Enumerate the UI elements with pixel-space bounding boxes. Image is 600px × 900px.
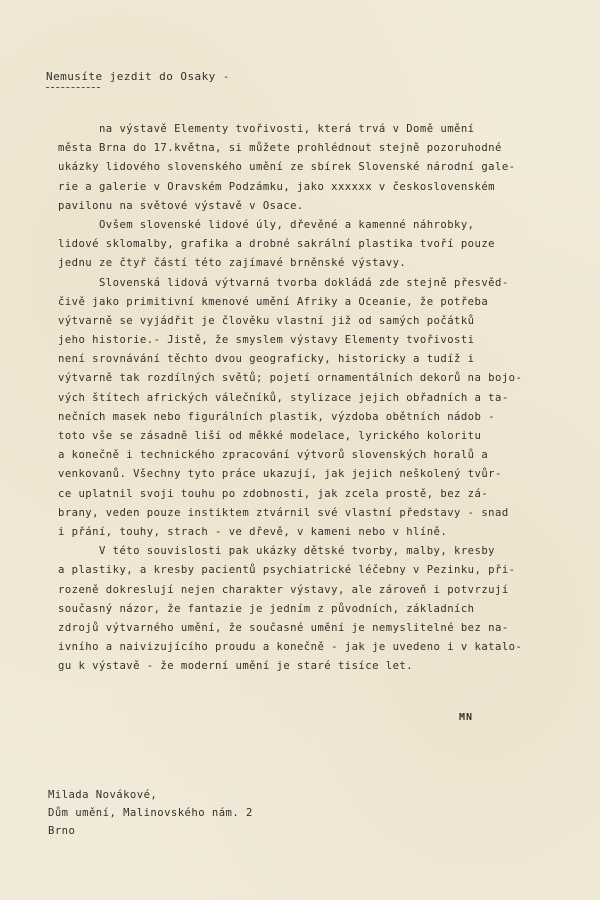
page-title: Nemusíte jezdit do Osaky -	[46, 70, 230, 83]
body-text-line: výtvarně se vyjádřit je člověku vlastní již od samých počátků	[58, 314, 475, 327]
body-text-line: současný názor, že fantazie je jedním z původních, základních	[58, 602, 475, 615]
body-text-line: V této souvislosti pak ukázky dětské tvorby, malby, kresby	[58, 545, 495, 558]
body-text-line: jednu ze čtyř částí této zajímavé brněnské výstavy.	[58, 257, 407, 270]
body-text-line: lidové sklomalby, grafika a drobné sakrální plastika tvoří pouze	[58, 238, 495, 251]
body-text-line: ukázky lidového slovenského umění ze sbírek Slovenské národní gale-	[58, 161, 516, 174]
body-text-line: zdrojů výtvarného umění, že současné umění je nemyslitelné bez na-	[58, 621, 509, 634]
body-text-line: není srovnávání těchto dvou geograficky, historicky a tudíž i	[58, 353, 475, 366]
body-text-line: nečních masek nebo figurálních plastik, výzdoba obětních nádob -	[58, 410, 495, 423]
author-initials: MN	[459, 712, 474, 723]
body-text-line: jeho historie.- Jistě, že smyslem výstavy Elementy tvořivosti	[58, 334, 475, 347]
body-text-line: pavilonu na světové výstavě v Osace.	[58, 199, 304, 212]
body-text-line: vých štítech afrických válečníků, stylizace jejich obřadních a ta-	[58, 391, 509, 404]
body-text-line: města Brna do 17.května, si můžete prohlédnout stejně pozoruhodné	[58, 142, 502, 155]
address-line: Brno	[48, 825, 76, 837]
body-text-line: gu k výstavě - že moderní umění je staré tisíce let.	[58, 660, 414, 673]
body-text-line: ivního a naivizujícího proudu a konečně - jak je uvedeno i v katalo-	[58, 641, 523, 654]
body-text-line: toto vše se zásadně liší od měkké modelace, lyrického koloritu	[58, 430, 482, 442]
body-text-line: rie a galerie v Oravském Podzámku, jako xxxxxx v československém	[58, 180, 495, 193]
body-text-line: Ovšem slovenské lidové úly, dřevěné a kamenné náhrobky,	[58, 218, 475, 231]
body-text-line: brany, veden pouze instiktem ztvárnil své vlastní představy - snad	[58, 506, 509, 519]
body-text-line: rozeně dokreslují nejen charakter výstavy, ale zároveň i potvrzují	[58, 583, 509, 596]
address-line: Dům umění, Malinovského nám. 2	[48, 807, 253, 819]
body-text-line: čivě jako primitivní kmenové umění Afriky a Oceanie, že potřeba	[58, 295, 489, 308]
body-text-line: Slovenská lidová výtvarná tvorba dokládá zde stejně přesvěd-	[58, 276, 509, 289]
address-line: Milada Novákové,	[48, 789, 158, 801]
body-text-line: a plastiky, a kresby pacientů psychiatrické léčebny v Pezinku, při-	[58, 564, 516, 577]
body-text-line: ce uplatnil svoji touhu po zdobnosti, jak zcela prostě, bez zá-	[58, 487, 489, 500]
body-text-line: i přání, touhy, strach - ve dřevě, v kameni nebo v hlíně.	[58, 525, 448, 538]
heading-underline	[46, 87, 100, 88]
article-body	[58, 120, 598, 676]
recipient-address	[48, 786, 253, 840]
body-text-line: venkovanů. Všechny tyto práce ukazují, jak jejich neškolený tvůr-	[58, 468, 502, 481]
body-text-line: na výstavě Elementy tvořivosti, která trvá v Domě umění	[58, 123, 475, 135]
body-text-line: a konečně i technického zpracování výtvorů slovenských horalů a	[58, 449, 489, 462]
body-text-line: výtvarně tak rozdílných světů; pojetí ornamentálních dekorů na bojo-	[58, 372, 523, 385]
